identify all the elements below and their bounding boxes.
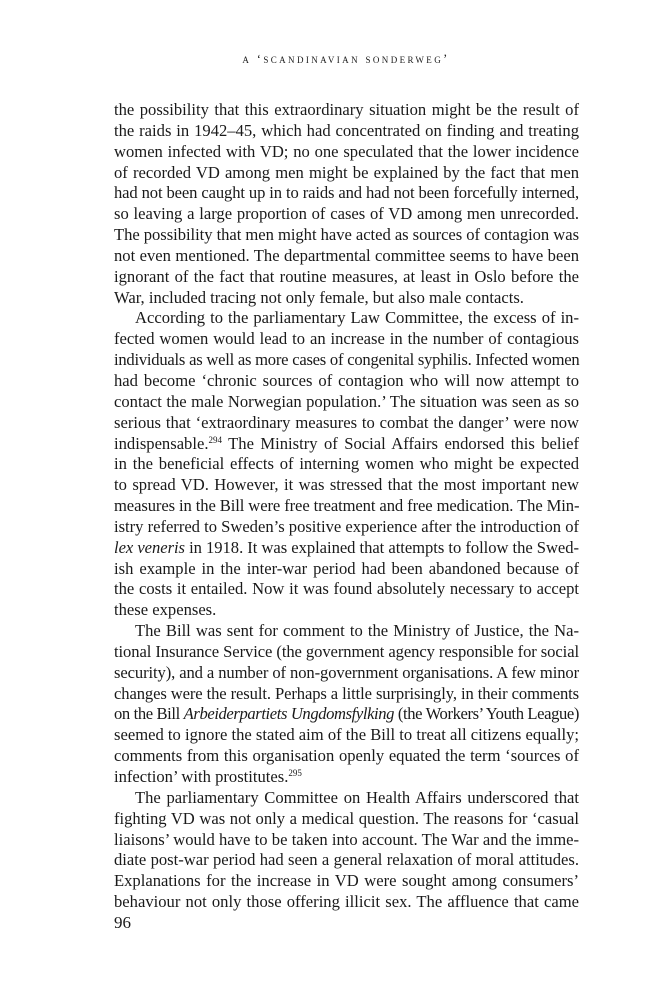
paragraph-4 bbox=[114, 788, 579, 913]
text-run: (the Workers’ Youth League) bbox=[394, 704, 579, 724]
text-line: had become ‘chronic sources of contagion who will now attempt to bbox=[114, 370, 579, 390]
text-line: diate post-war period had seen a general relaxation of moral attitudes. bbox=[114, 850, 579, 870]
text-line: the raids in 1942–45, which had concentrated on finding and treating bbox=[114, 120, 579, 140]
text-line: The parliamentary Committee on Health Affairs underscored that bbox=[135, 787, 579, 807]
text-line: the costs it entailed. Now it was found absolutely necessary to accept bbox=[114, 579, 579, 599]
text-line: individuals as well as more cases of congenital syphilis. Infected women bbox=[114, 350, 580, 370]
text-line: measures in the Bill were free treatment and free medication. The Min- bbox=[114, 496, 580, 516]
text-line: The Bill was sent for comment to the Ministry of Justice, the Na- bbox=[135, 621, 579, 641]
text-line: serious that ‘extraordinary measures to combat the danger’ were now bbox=[114, 412, 579, 432]
text-line: fected women would lead to an increase in the number of contagious bbox=[114, 329, 579, 349]
footnote-ref-294[interactable]: 294 bbox=[208, 434, 222, 445]
text-line: istry referred to Sweden’s positive experience after the introduction of bbox=[114, 516, 579, 536]
text-line: these expenses. bbox=[114, 600, 217, 620]
text-line: changes were the result. Perhaps a little surprisingly, in their comments bbox=[114, 683, 579, 703]
text-line-with-footnote bbox=[114, 434, 579, 455]
text-line: The possibility that men might have acted as sources of contagion was bbox=[114, 225, 579, 245]
text-run: in 1918. It was explained that attempts to follow the Swed- bbox=[184, 537, 579, 557]
text-line: comments from this organisation openly equated the term ‘sources of bbox=[114, 746, 579, 766]
paragraph-1 bbox=[114, 100, 579, 308]
text-run: indispensable. bbox=[114, 433, 209, 453]
text-line: had not been caught up in to raids and had not been forcefully interned, bbox=[114, 183, 579, 203]
text-line-with-italic bbox=[114, 538, 579, 559]
text-run: on the Bill bbox=[114, 704, 184, 724]
text-line: in the beneficial effects of interning women who might be expected bbox=[114, 454, 579, 474]
text-run: The Ministry of Social Affairs endorsed this belief bbox=[221, 433, 579, 453]
paragraph-3 bbox=[114, 621, 579, 788]
text-line: behaviour not only those offering illicit sex. The affluence that came bbox=[114, 892, 579, 912]
text-line: of recorded VD among men might be explained by the fact that men bbox=[114, 162, 579, 182]
text-line: the possibility that this extraordinary situation might be the result of bbox=[114, 100, 579, 119]
text-line-with-footnote bbox=[114, 767, 579, 788]
text-line: War, included tracing not only female, but also male contacts. bbox=[114, 287, 524, 307]
text-line-with-italic bbox=[114, 704, 579, 725]
text-run: infection’ with prostitutes. bbox=[114, 767, 289, 786]
paragraph-2 bbox=[114, 308, 579, 621]
italic-organisation-name: Arbeiderpartiets Ungdomsfylking bbox=[183, 704, 395, 724]
page-number: 96 bbox=[114, 913, 131, 932]
running-head: a ‘scandinavian sonderweg’ bbox=[242, 52, 450, 66]
italic-term: lex veneris bbox=[114, 537, 185, 557]
text-line: security), and a number of non-government organisations. A few minor bbox=[114, 662, 580, 682]
text-line: ish example in the inter-war period had been abandoned because of bbox=[114, 558, 579, 578]
text-line: not even mentioned. The departmental committee seems to have been bbox=[114, 245, 579, 265]
text-line: to spread VD. However, it was stressed that the most important new bbox=[114, 475, 579, 495]
text-line: liaisons’ would have to be taken into account. The War and the imme- bbox=[114, 829, 579, 849]
text-line: According to the parliamentary Law Committee, the excess of in- bbox=[135, 308, 579, 328]
text-line: so leaving a large proportion of cases of VD among men unrecorded. bbox=[114, 204, 579, 224]
text-line: tional Insurance Service (the government agency responsible for social bbox=[114, 641, 579, 661]
text-line: fighting VD was not only a medical question. The reasons for ‘casual bbox=[114, 808, 579, 828]
footnote-ref-295[interactable]: 295 bbox=[288, 768, 302, 778]
text-line: Explanations for the increase in VD were sought among consumers’ bbox=[114, 871, 579, 891]
text-line: women infected with VD; no one speculated that the lower incidence bbox=[114, 141, 579, 161]
text-line: ignorant of the fact that routine measures, at least in Oslo before the bbox=[114, 266, 579, 286]
body-text bbox=[114, 100, 579, 913]
text-line: seemed to ignore the stated aim of the Bill to treat all citizens equally; bbox=[114, 725, 579, 745]
text-line: contact the male Norwegian population.’ The situation was seen as so bbox=[114, 391, 579, 411]
